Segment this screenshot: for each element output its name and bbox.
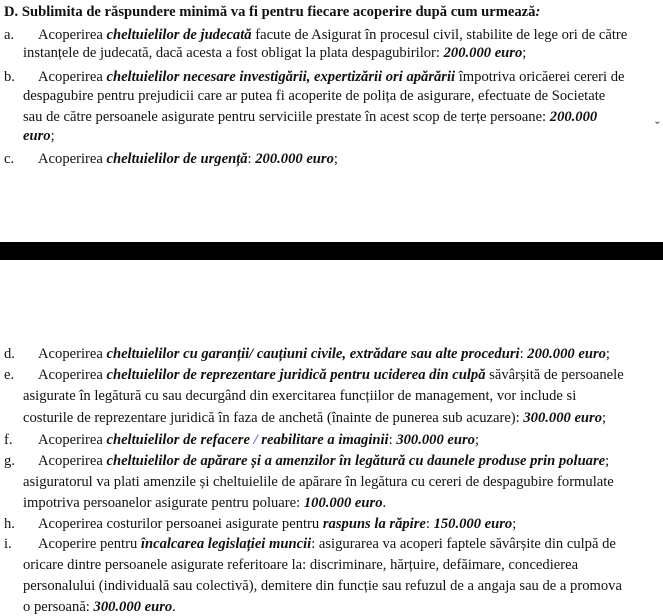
item-text-line bbox=[23, 44, 526, 62]
body-text: Acoperirea bbox=[38, 69, 107, 85]
body-text: ; bbox=[512, 516, 517, 532]
item-text-line bbox=[23, 577, 622, 595]
item-text-line bbox=[38, 535, 616, 553]
body-text: : bbox=[388, 432, 397, 448]
item-text-line bbox=[23, 87, 605, 105]
section-d-prefix: D. bbox=[4, 4, 22, 20]
item-label: d. bbox=[4, 346, 15, 362]
emphasis-text: 150.000 euro bbox=[433, 516, 513, 532]
item-text-line bbox=[23, 409, 606, 427]
item-text-line bbox=[38, 150, 338, 168]
item-text-line bbox=[38, 26, 627, 44]
body-text: ; bbox=[602, 410, 607, 426]
black-divider-band bbox=[0, 242, 663, 260]
emphasis-text: 300.000 euro bbox=[523, 410, 603, 426]
item-text-line bbox=[38, 452, 609, 470]
body-text: oricare dintre persoanele asigurate referitoare la: discriminare, hărțuire, defăimare, concedierea bbox=[23, 557, 579, 573]
body-text: Acoperirea bbox=[38, 453, 107, 469]
emphasis-text: 100.000 euro bbox=[303, 495, 383, 511]
body-text: facute de Asigurat în procesul civil, stabilite de lege ori de către bbox=[251, 27, 628, 43]
item-label: b. bbox=[4, 69, 15, 85]
item-label: h. bbox=[4, 516, 15, 532]
item-label: a. bbox=[4, 27, 15, 43]
item-label: c. bbox=[4, 151, 15, 167]
body-text: ; bbox=[605, 346, 610, 362]
emphasis-text: 300.000 euro bbox=[93, 599, 173, 615]
body-text: asigurate în legătură cu sau decurgând din exercitarea funcțiilor de management, vor include si bbox=[23, 388, 577, 404]
body-text: : bbox=[247, 151, 256, 167]
emphasis-text: 200.000 euro bbox=[255, 151, 334, 167]
body-text: împotriva oricăerei cereri de bbox=[455, 69, 625, 85]
body-text: : bbox=[425, 516, 434, 532]
body-text: . bbox=[382, 495, 387, 511]
emphasis-text: 200.000 euro bbox=[443, 45, 523, 61]
item-text-line bbox=[23, 556, 578, 574]
body-text: asiguratorul va plati amenzile și cheltuielile de apărare în legătura cu cereri de despagubire formulate bbox=[23, 474, 614, 490]
section-d-title: Sublimita de răspundere minimă va fi pentru fiecare acoperire după cum urmează bbox=[21, 4, 536, 20]
emphasis-text: încalcarea legislației muncii bbox=[140, 536, 312, 552]
item-label: f. bbox=[4, 432, 13, 448]
item-label: g. bbox=[4, 453, 15, 469]
item-text-line bbox=[38, 68, 624, 86]
body-text: : bbox=[519, 346, 528, 362]
body-text: ; bbox=[522, 45, 527, 61]
item-text-line bbox=[38, 515, 516, 533]
body-text: impotriva persoanelor asigurate pentru poluare: bbox=[23, 495, 304, 511]
body-text: instanțele de judecată, dacă acesta a fost obligat la plata despagubirilor: bbox=[23, 45, 444, 61]
body-text: despagubire pentru prejudicii care ar putea fi acoperite de polița de asigurare, efectuate de Societate bbox=[23, 88, 606, 104]
section-d-colon: : bbox=[535, 4, 541, 20]
item-label: i. bbox=[4, 536, 12, 552]
emphasis-text: 300.000 euro bbox=[396, 432, 475, 448]
emphasis-text: cheltuielilor cu garanții/ cauțiuni civile, extrădare sau alte proceduri bbox=[106, 346, 520, 362]
body-text: ; bbox=[333, 151, 338, 167]
body-text: personalului (individuală sau colectivă), demitere din funcție sau refuzul de a angaja sau de a promova bbox=[23, 578, 622, 594]
body-text: Acoperirea bbox=[38, 432, 107, 448]
body-text: ; bbox=[50, 128, 55, 144]
section-d-heading bbox=[4, 3, 540, 21]
body-text: săvârșită de persoanele bbox=[485, 367, 624, 383]
emphasis-text: cheltuielilor de apărare și a amenzilor în legătură cu daunele produse prin poluare bbox=[106, 453, 606, 469]
item-text-line bbox=[23, 494, 386, 512]
emphasis-text: cheltuielilor de judecată bbox=[106, 27, 252, 43]
emphasis-text: 200.000 euro bbox=[527, 346, 606, 362]
body-text: o persoană: bbox=[23, 599, 94, 615]
item-text-line bbox=[23, 127, 55, 145]
emphasis-text: euro bbox=[23, 128, 51, 144]
emphasis-text: cheltuielilor de urgență bbox=[106, 151, 248, 167]
body-text: Acoperire pentru bbox=[38, 536, 141, 552]
emphasis-text: 200.000 bbox=[549, 109, 598, 125]
body-text: / bbox=[253, 432, 258, 448]
item-text-line bbox=[23, 387, 576, 405]
emphasis-text: cheltuielilor necesare investigării, expertizării ori apărării bbox=[106, 69, 456, 85]
body-text: ; bbox=[474, 432, 480, 448]
body-text: : asigurarea va acoperi faptele săvârșite din culpă de bbox=[311, 536, 616, 552]
body-text: sau de către persoanele asigurate pentru serviciile prestate în acest scop de terțe persoane: bbox=[23, 109, 550, 125]
body-text: . bbox=[172, 599, 176, 615]
emphasis-text: reabilitare a imaginii bbox=[257, 432, 389, 448]
item-label: e. bbox=[4, 367, 15, 383]
emphasis-text: cheltuielilor de refacere bbox=[106, 432, 254, 448]
item-text-line bbox=[38, 366, 624, 384]
item-text-line bbox=[38, 431, 479, 449]
body-text: Acoperirea bbox=[38, 27, 107, 43]
body-text: ; bbox=[605, 453, 610, 469]
emphasis-text: cheltuielilor de reprezentare juridică pentru uciderea din culpă bbox=[106, 367, 486, 383]
item-text-line bbox=[23, 598, 176, 616]
emphasis-text: raspuns la răpire bbox=[322, 516, 426, 532]
item-text-line bbox=[23, 108, 597, 126]
margin-mark: ˇ bbox=[655, 120, 660, 135]
body-text: Acoperirea costurilor persoanei asigurate pentru bbox=[38, 516, 323, 532]
body-text: Acoperirea bbox=[38, 346, 107, 362]
item-text-line bbox=[23, 473, 614, 491]
body-text: costurile de reprezentare juridică în faza de anchetă (înainte de punerea sub acuzare): bbox=[23, 410, 524, 426]
body-text: Acoperirea bbox=[38, 367, 107, 383]
item-text-line bbox=[38, 345, 610, 363]
body-text: Acoperirea bbox=[38, 151, 107, 167]
